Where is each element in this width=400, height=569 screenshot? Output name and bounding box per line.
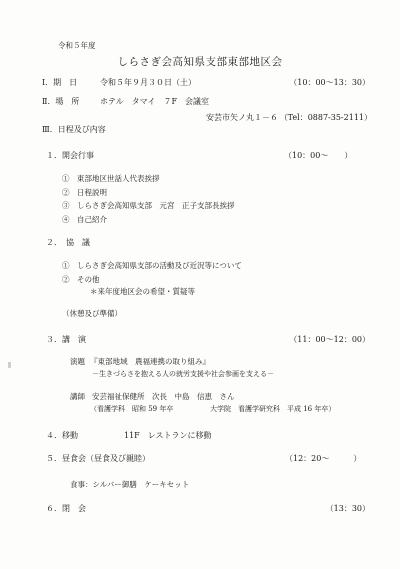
opening-heading: １．開会行事 (46, 151, 94, 160)
closing-heading: ６．閉 会 (46, 504, 86, 513)
lunch-menu: 食事：シルバー御膳 ケーキセット (70, 480, 190, 489)
speaker-career-2: 大学院 看護学研究科 平成 16 年卒） (210, 405, 336, 413)
document-title: しらさぎ会高知県支部東部地区会 (117, 56, 283, 68)
lecture-theme-label: 演題 (70, 357, 85, 366)
lecture-subtitle: －生きづらさを抱える人の就労支援や社会参画を支える－ (92, 370, 274, 378)
lunch-time: （12：20～ ） (285, 454, 362, 463)
closing-time: （13：30） (325, 504, 370, 513)
venue-tel: （Tel：0887-35-2111） (279, 113, 372, 122)
venue-value: ホテル タマイ ７F 会議室 (100, 97, 209, 106)
venue-label: Ⅱ．場 所 (42, 97, 80, 106)
fiscal-year-label: 令和５年度 (58, 41, 96, 50)
lecture-heading: ３．講 演 (46, 335, 86, 344)
lunch-heading: ５．昼食会（昼食及び親睦） (46, 454, 150, 463)
date-label: Ⅰ．期 日 (42, 78, 78, 87)
opening-item-1: ① 東部地区世話人代表挨拶 (62, 174, 160, 183)
discussion-item-1: ① しらさぎ会高知県支部の活動及び近況等について (62, 261, 242, 270)
lecture-time: （11：00～12：00） (289, 335, 370, 344)
opening-item-3: ③ しらさぎ会高知県支部 元宮 正子支部長挨拶 (62, 201, 235, 210)
discussion-item-2: ② その他 (62, 275, 100, 284)
speaker-career-1: （看護学科 昭和 59 年卒 (90, 405, 174, 413)
lecture-theme: 『東部地域 農福連携の取り組み』 (90, 357, 210, 366)
venue-address: 安芸市矢ノ丸１－６ (206, 113, 278, 122)
date-time: （10：00～13：30） (289, 78, 370, 87)
discussion-note: ＊来年度地区会の希望・質疑等 (90, 287, 195, 296)
speaker-name: 安芸福祉保健所 次長 中島 信恵 さん (92, 392, 235, 401)
date-value: 令和５年９月３０日（土） (100, 78, 196, 87)
discussion-heading: ２． 協 議 (46, 238, 90, 247)
opening-time: （10：00～ ） (284, 151, 353, 160)
break-label: （休憩及び準備） (62, 309, 122, 318)
speaker-label: 講師 (70, 392, 85, 401)
program-heading: Ⅲ．日程及び内容 (42, 125, 106, 134)
move-heading: ４．移動 (46, 431, 78, 440)
scan-mark (8, 362, 11, 368)
opening-item-4: ④ 自己紹介 (62, 215, 107, 224)
opening-item-2: ② 日程説明 (62, 188, 107, 197)
move-text: 11F レストランに移動 (124, 431, 212, 440)
